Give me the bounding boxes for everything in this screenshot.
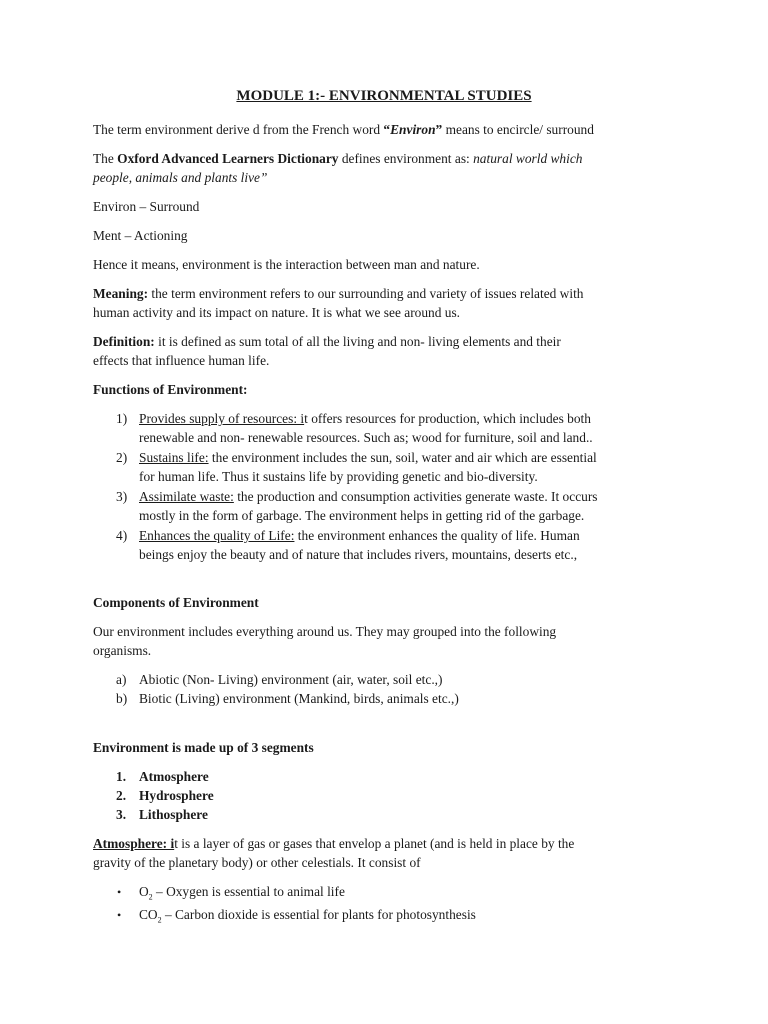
component-item: Biotic (Living) environment (Mankind, birds, animals etc.,) [139,691,459,706]
atmosphere-text-cont: gravity of the planetary body) or other celestials. It consist of [93,855,421,870]
function-heading: Assimilate waste: [139,489,234,504]
definition-text: it is defined as sum total of all the living and non- living elements and their [154,334,561,349]
function-number: 4) [116,528,128,543]
function-heading: Enhances the quality of Life: [139,528,295,543]
oxford-quote-cont: people, animals and plants live [93,170,260,185]
function-heading: Provides supply of resources: i [139,411,305,426]
oxford-dictionary-name: Oxford Advanced Learners Dictionary [117,151,339,166]
definition-label: Definition: [93,334,155,349]
segment-name: Hydrosphere [139,788,214,803]
definition-paragraph [93,332,693,370]
oxford-text-mid: defines environment as: [338,151,474,166]
function-item [139,448,694,486]
function-text-cont: for human life. Thus it sustains life by providing genetic and bio-diversity. [139,469,538,484]
bullet-icon: • [117,885,122,899]
components-heading: Components of Environment [93,595,259,610]
intro-text-end: means to encircle/ surround [442,122,594,137]
page-title: MODULE 1:- ENVIRONMENTAL STUDIES [236,88,532,104]
function-text: the environment enhances the quality of life. Human [294,528,580,543]
hence-line: Hence it means, environment is the interaction between man and nature. [93,257,480,272]
functions-heading: Functions of Environment: [93,382,248,397]
segment-name: Atmosphere [139,769,209,784]
oxford-quote: natural world which [473,151,583,166]
gas-formula-subscript: 2 [157,915,162,925]
function-text: the production and consumption activities generate waste. It occurs [233,489,598,504]
gas-description: – Oxygen is essential to animal life [152,884,345,899]
oxford-text: The [93,151,118,166]
function-item [139,526,694,564]
function-heading: Sustains life: [139,450,209,465]
segments-heading: Environment is made up of 3 segments [93,740,314,755]
meaning-label: Meaning: [93,286,149,301]
gas-formula-subscript: 2 [148,892,153,902]
environ-line: Environ – Surround [93,199,200,214]
intro-term: Environ [390,122,436,137]
function-text-cont: beings enjoy the beauty and of nature that includes rivers, mountains, deserts etc., [139,547,578,562]
components-text: Our environment includes everything around us. They may grouped into the following [93,624,557,639]
components-paragraph [93,622,693,660]
component-mark: a) [116,672,127,687]
gas-formula: O [139,884,149,899]
oxford-quote-close: ” [260,170,268,185]
meaning-text: the term environment refers to our surrounding and variety of issues related with [148,286,584,301]
atmosphere-label: Atmosphere: i [93,836,175,851]
segment-number: 2. [116,788,127,803]
gas-formula: CO [139,907,158,922]
function-item [139,487,694,525]
segment-number: 1. [116,769,127,784]
intro-paragraph [93,120,693,139]
atmosphere-text: t is a layer of gas or gases that envelop a planet (and is held in place by the [174,836,575,851]
function-item [139,409,694,447]
function-number: 2) [116,450,128,465]
function-number: 1) [116,411,128,426]
intro-text: The term environment derive d from the French word [93,122,384,137]
segment-name: Lithosphere [139,807,208,822]
components-text-cont: organisms. [93,643,152,658]
gas-item [139,905,694,924]
function-text: t offers resources for production, which includes both [304,411,591,426]
oxford-paragraph [93,149,693,187]
function-text-cont: mostly in the form of garbage. The environment helps in getting rid of the garbage. [139,508,585,523]
ment-line: Ment – Actioning [93,228,188,243]
component-item: Abiotic (Non- Living) environment (air, water, soil etc.,) [139,672,443,687]
function-number: 3) [116,489,128,504]
intro-quote-close: ” [435,122,443,137]
gas-description: – Carbon dioxide is essential for plants for photosynthesis [161,907,476,922]
function-text-cont: renewable and non- renewable resources. Such as; wood for furniture, soil and land.. [139,430,593,445]
meaning-text-cont: human activity and its impact on nature. It is what we see around us. [93,305,461,320]
meaning-paragraph [93,284,693,322]
gas-item [139,882,694,901]
function-text: the environment includes the sun, soil, water and air which are essential [208,450,597,465]
bullet-icon: • [117,908,122,922]
definition-text-cont: effects that influence human life. [93,353,270,368]
segment-number: 3. [116,807,127,822]
atmosphere-paragraph [93,834,693,872]
component-mark: b) [116,691,128,706]
intro-quote-open: “ [383,122,391,137]
